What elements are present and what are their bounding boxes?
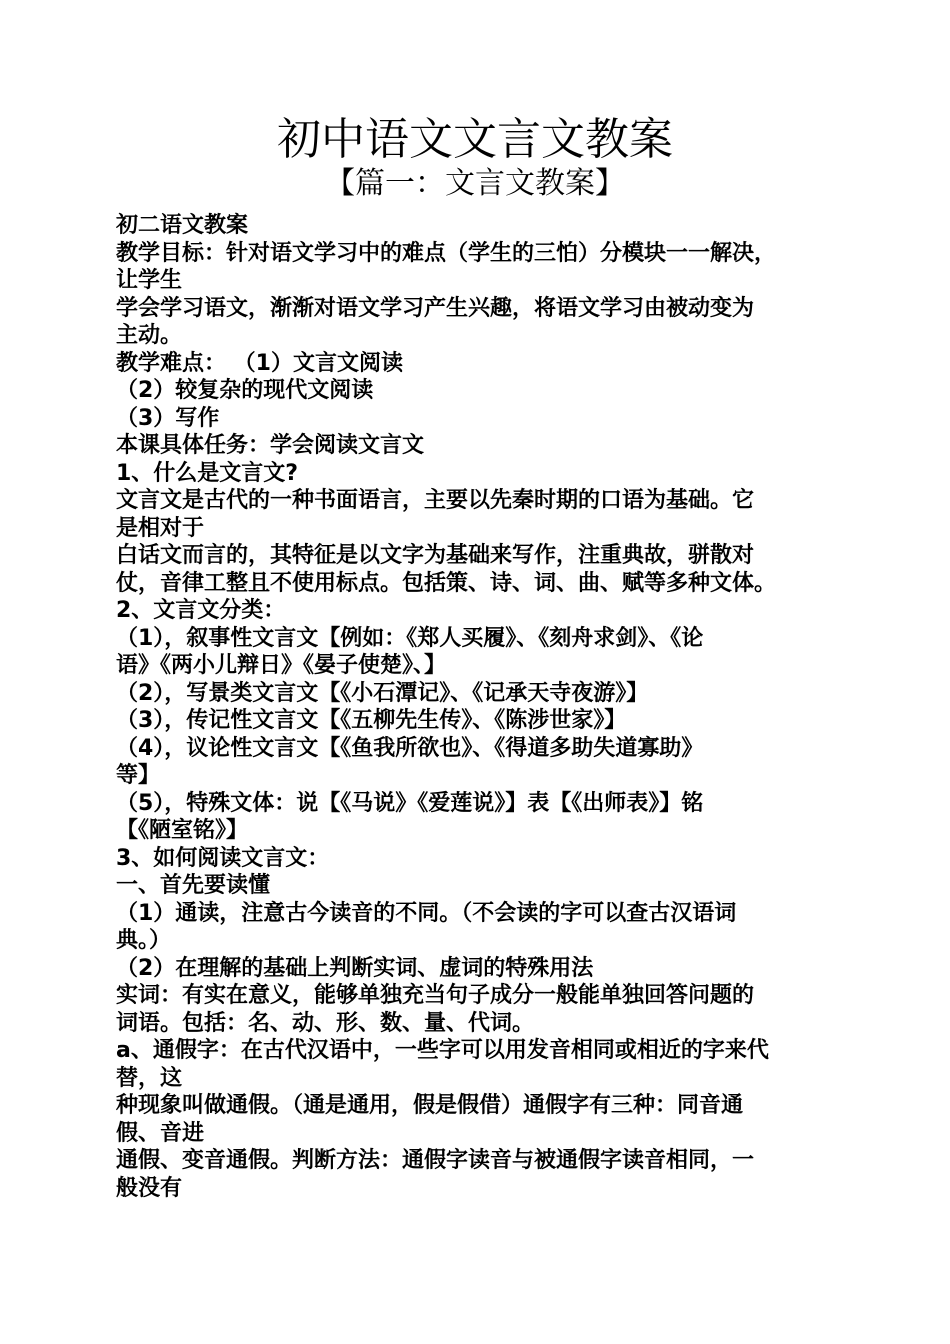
text-line: 一、首先要读懂 xyxy=(116,873,271,898)
text-line: （5），特殊文体：说【《马说》《爱莲说》】表【《出师表》】铭 xyxy=(116,790,704,816)
text-line: 仗，音律工整且不使用标点。包括策、诗、词、曲、赋等多种文体。 xyxy=(116,570,777,596)
text-line: 教学目标：针对语文学习中的难点（学生的三怕）分模块一一解决， xyxy=(116,240,777,266)
text-line: 假、音进 xyxy=(116,1120,205,1146)
text-line: 是相对于 xyxy=(116,515,205,541)
text-line: 初二语文教案 xyxy=(116,213,249,238)
text-line: 主动。 xyxy=(116,323,183,348)
text-line: 教学难点： （1）文言文阅读 xyxy=(116,350,403,376)
text-line: 让学生 xyxy=(116,268,183,293)
text-line: （2）在理解的基础上判断实词、虚词的特殊用法 xyxy=(116,955,594,981)
text-line: 替，这 xyxy=(116,1065,183,1091)
document-subtitle: 【篇一：文言文教案】 xyxy=(325,166,625,201)
text-line: 语》《两小儿辩日》《晏子使楚》、】 xyxy=(116,653,447,678)
text-line: 典。） xyxy=(116,928,172,953)
text-line: 白话文而言的，其特征是以文字为基础来写作，注重典故，骈散对 xyxy=(116,543,755,568)
text-line: a、通假字：在古代汉语中，一些字可以用发音相同或相近的字来代 xyxy=(116,1038,769,1063)
text-line: 实词：有实在意义，能够单独充当句子成分一般能单独回答问题的 xyxy=(116,983,755,1008)
document-title: 初中语文文言文教案 xyxy=(277,114,673,165)
text-line: 本课具体任务：学会阅读文言文 xyxy=(116,433,425,458)
text-line: （1），叙事性文言文【例如：《郑人买履》、《刻舟求剑》、《论 xyxy=(116,625,704,651)
text-line: 1、什么是文言文? xyxy=(116,460,299,486)
text-line: 学会学习语文，渐渐对语文学习产生兴趣，将语文学习由被动变为 xyxy=(116,295,755,321)
text-line: （4），议论性文言文【《鱼我所欲也》、《得道多助失道寡助》 xyxy=(116,735,704,761)
document-body xyxy=(116,212,836,1202)
text-line: 3、如何阅读文言文： xyxy=(116,845,330,871)
text-line: （3），传记性文言文【《五柳先生传》、《陈涉世家》】 xyxy=(116,708,627,733)
text-line: 文言文是古代的一种书面语言，主要以先秦时期的口语为基础。它 xyxy=(116,488,755,513)
text-line: 通假、变音通假。判断方法：通假字读音与被通假字读音相同，一 xyxy=(116,1148,755,1173)
text-line: 2、文言文分类： xyxy=(116,598,286,623)
text-line: 等】 xyxy=(116,763,161,788)
text-line: 词语。包括：名、动、形、数、量、代词。 xyxy=(116,1010,535,1036)
text-line: （3）写作 xyxy=(116,405,220,431)
text-line: 种现象叫做通假。（通是通用，假是假借）通假字有三种：同音通 xyxy=(116,1093,744,1118)
text-line: 般没有 xyxy=(116,1175,183,1201)
text-line: （2），写景类文言文【《小石潭记》、《记承天寺夜游》】 xyxy=(116,680,649,706)
text-line: （2）较复杂的现代文阅读 xyxy=(116,378,374,403)
text-line: （1）通读，注意古今读音的不同。（不会读的字可以查古汉语词 xyxy=(116,900,737,926)
text-line: 【《陋室铭》】 xyxy=(116,818,249,843)
